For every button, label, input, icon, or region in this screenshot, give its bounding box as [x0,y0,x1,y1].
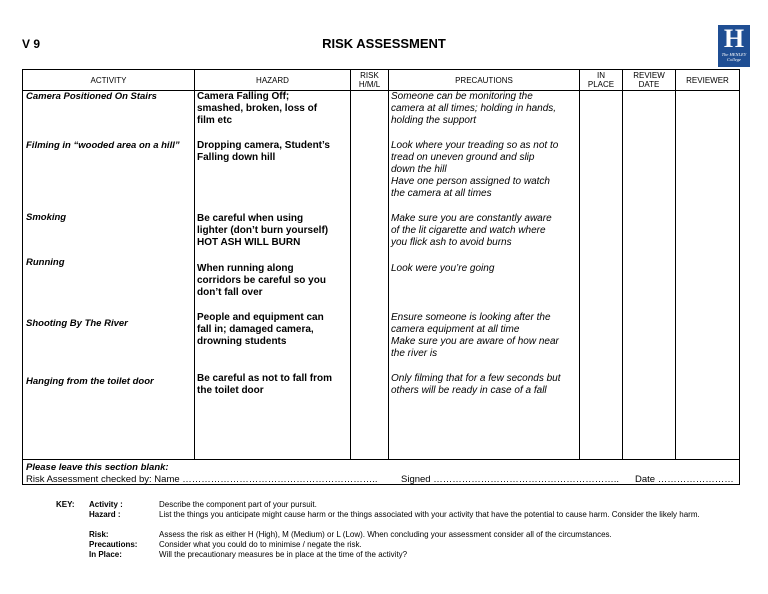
risk-header-line2: H/M/L [358,80,381,89]
col-reviewer-header: REVIEWER [686,75,729,85]
precaution-line: down the hill [391,164,447,175]
precaution-line: Have one person assigned to watch [391,176,550,187]
activity-cell: Shooting By The River [26,318,128,329]
hazard-line: lighter (don’t burn yourself) [197,225,329,236]
col-hazard-header: HAZARD [256,75,289,85]
col-precautions-header: PRECAUTIONS [455,75,513,85]
hazard-cell [197,373,332,397]
column-divider [622,70,623,460]
precaution-line: others will be ready in case of a fall [391,385,547,396]
precaution-line: camera equipment at all time [391,324,520,335]
blank-section-note: Please leave this section blank: [26,462,169,473]
precaution-line: holding the support [391,115,477,126]
hazard-line: When running along [197,263,294,274]
precaution-line: of the lit cigarette and watch where [391,225,546,236]
hazard-line: Camera Falling Off; [197,91,290,102]
precaution-line: the camera at all times [391,188,492,199]
precaution-line: Make sure you are aware of how near [391,336,559,347]
hazard-line: Be careful as not to fall from [197,373,333,384]
precaution-line: the river is [391,348,438,359]
hazard-line: HOT ASH WILL BURN [197,237,301,248]
col-in-place-header [580,70,622,90]
hazard-line: don’t fall over [197,287,263,298]
precaution-line: tread on uneven ground and slip [391,152,535,163]
college-logo [718,25,750,67]
column-divider [194,70,195,460]
key-term: In Place: [89,550,122,559]
risk-header-line1: RISK [360,71,379,80]
hazard-line: film etc [197,115,233,126]
key-description: Will the precautionary measures be in place at the time of the activity? [159,550,408,559]
precaution-line: Someone can be monitoring the [391,91,533,102]
hazard-line: the toilet door [197,385,264,396]
key-term: Activity : [89,500,123,509]
hazard-line: Be careful when using [197,213,304,224]
version-label: V 9 [22,37,41,51]
precaution-line: Only filming that for a few seconds but [391,373,561,384]
column-divider [579,70,580,460]
activity-cell: Smoking [26,212,67,223]
precautions-cell [391,263,494,275]
activity-cell: Filming in “wooded area on a hill” [26,140,180,151]
key-description: Assess the risk as either H (High), M (Medium) or L (Low). When concluding your assessment consider all of the circumstances. [159,530,612,539]
key-term: Precautions: [89,540,138,549]
activity-cell: Camera Positioned On Stairs [26,91,157,102]
hazard-line: smashed, broken, loss of [197,103,318,114]
hazard-line: People and equipment can [197,312,324,323]
risk-assessment-table [22,69,740,485]
review-header-line2: DATE [638,80,660,89]
precautions-cell [391,140,558,200]
logo-caption: The HENLEY College [721,52,747,62]
hazard-cell [197,263,326,299]
precautions-cell [391,91,556,127]
in-place-header-line1: IN [597,71,605,80]
hazard-line: Falling down hill [197,152,276,163]
precaution-line: Ensure someone is looking after the [391,312,551,323]
checked-by-name-line: Risk Assessment checked by: Name …………………………………………………….. [26,474,378,485]
precaution-line: Look were you’re going [391,263,495,274]
precaution-line: Make sure you are constantly aware [391,213,552,224]
hazard-cell [197,140,330,164]
precaution-line: you flick ash to avoid burns [391,237,512,248]
precautions-cell [391,373,561,397]
col-activity-header: ACTIVITY [90,75,127,85]
key-label: KEY: [56,500,75,509]
review-header-line1: REVIEW [633,71,665,80]
col-review-date-header [623,70,675,90]
page-title: RISK ASSESSMENT [322,36,446,51]
hazard-cell [197,91,317,127]
footer-divider [23,459,739,460]
hazard-cell [197,312,324,348]
key-description: Consider what you could do to minimise / negate the risk. [159,540,362,549]
activity-cell: Running [26,257,65,268]
hazard-cell [197,213,328,249]
date-line: Date …………………… [635,474,734,485]
hazard-line: fall in; damaged camera, [197,324,314,335]
column-divider [388,70,389,460]
key-term: Hazard : [89,510,121,519]
precaution-line: Look where your treading so as not to [391,140,559,151]
column-divider [675,70,676,460]
signed-line: Signed ………………………………………………….. [401,474,619,485]
precautions-cell [391,312,559,360]
key-term: Risk: [89,530,109,539]
hazard-line: drowning students [197,336,287,347]
hazard-line: corridors be careful so you [197,275,326,286]
hazard-line: Dropping camera, Student’s [197,140,330,151]
precaution-line: camera at all times; holding in hands, [391,103,557,114]
logo-letter: H [723,25,745,53]
column-divider [350,70,351,460]
key-description: Describe the component part of your pursuit. [159,500,317,509]
in-place-header-line2: PLACE [587,80,615,89]
col-risk-header [351,70,388,90]
precautions-cell [391,213,552,249]
key-description: List the things you anticipate might cause harm or the things associated with your activity that have the potential to cause harm. Consider the likely harm. [159,510,700,519]
activity-cell: Hanging from the toilet door [26,376,154,387]
